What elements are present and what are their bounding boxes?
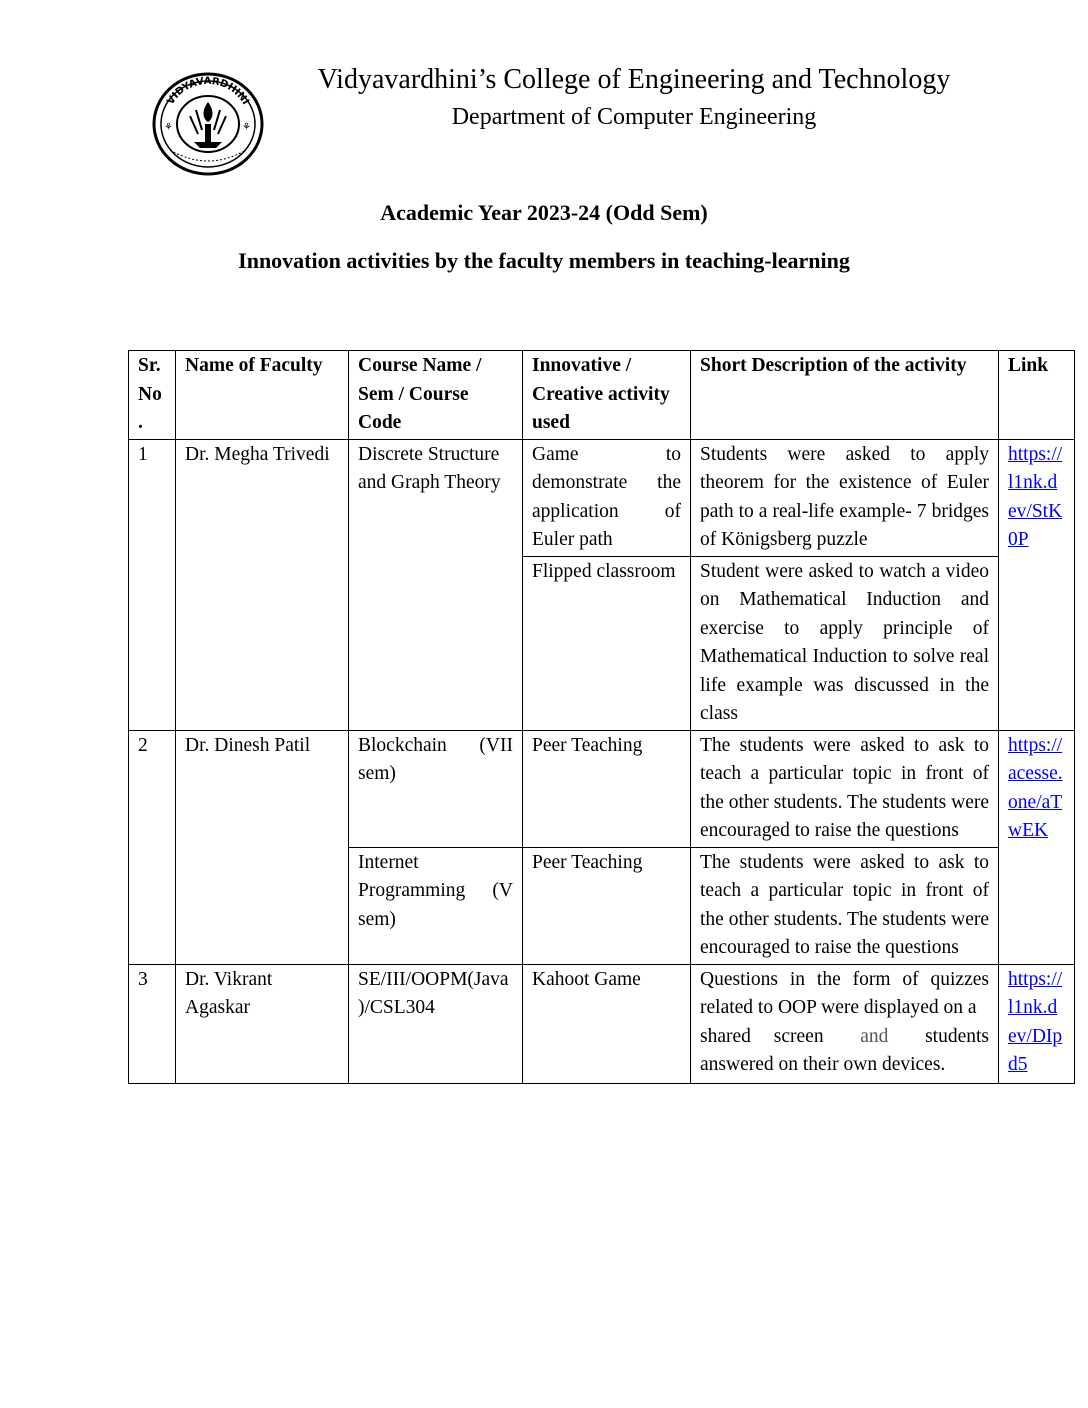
description-cell: The students were asked to ask to teach a particular topic in front of the other students. The students were encouraged to raise the questions [691,730,999,847]
description-word: shared screen [700,1025,824,1047]
description-cell: The students were asked to ask to teach a particular topic in front of the other students. The students were encouraged to raise the questions [691,847,999,964]
description-part: answered on their own devices. [700,1054,946,1075]
sr-cell: 1 [129,439,176,730]
description-part [700,1023,989,1052]
activities-table [128,350,1075,1084]
course-cell: Internet Programming (V sem) [349,847,523,964]
sr-cell: 2 [129,730,176,964]
department-name: Department of Computer Engineering [451,104,817,130]
faculty-cell: Dr. Dinesh Patil [176,730,349,964]
academic-year: Academic Year 2023-24 (Odd Sem) [380,200,708,225]
link-cell [999,439,1075,730]
col-header-sr: Sr. No . [129,351,176,440]
faculty-cell: Dr. Megha Trivedi [176,439,349,730]
svg-text:VIDYAVARDHINI: VIDYAVARDHINI [165,75,251,107]
course-cell: SE/III/OOPM(Java)/CSL304 [349,964,523,1083]
col-header-faculty: Name of Faculty [176,351,349,440]
activity-cell: Peer Teaching [523,730,691,847]
table-row [129,964,1075,1083]
activity-cell: Kahoot Game [523,964,691,1083]
faculty-cell: Dr. Vikrant Agaskar [176,964,349,1083]
table-row [129,439,1075,556]
activity-link[interactable]: https://l1nk.dev/StK0P [1008,443,1063,550]
link-cell [999,964,1075,1083]
sr-cell: 3 [129,964,176,1083]
course-cell: Discrete Structure and Graph Theory [349,439,523,730]
course-cell: Blockchain (VII sem) [349,730,523,847]
col-header-activity: Innovative / Creative activity used [523,351,691,440]
activity-cell: Peer Teaching [523,847,691,964]
svg-text:⚘: ⚘ [164,122,173,133]
description-cell [691,964,999,1083]
college-name: Vidyavardhini’s College of Engineering and Technology [317,64,951,95]
table-header-row [129,351,1075,440]
description-part: Questions in the form of quizzes related to OOP were displayed on a [700,968,989,1018]
description-word: and [860,1025,889,1047]
activity-cell: Flipped classroom [523,556,691,730]
description-cell: Students were asked to apply theorem for the existence of Euler path to a real-life example- 7 bridges of Königsberg puzzle [691,439,999,556]
page-title: Innovation activities by the faculty members in teaching-learning [238,248,850,273]
table-row [129,730,1075,847]
description-word: students [925,1025,989,1047]
col-header-description: Short Description of the activity [691,351,999,440]
col-header-link: Link [999,351,1075,440]
col-header-course: Course Name / Sem / Course Code [349,351,523,440]
description-cell: Student were asked to watch a video on Mathematical Induction and exercise to apply principle of Mathematical Induction to solve real life example was discussed in the class [691,556,999,730]
activity-link[interactable]: https://acesse.one/aTwEK [1008,734,1063,841]
activity-cell: Game to demonstrate the application of Euler path [523,439,691,556]
activity-link[interactable]: https://l1nk.dev/DIpd5 [1008,968,1063,1075]
svg-text:⚘: ⚘ [242,122,251,133]
link-cell [999,730,1075,964]
